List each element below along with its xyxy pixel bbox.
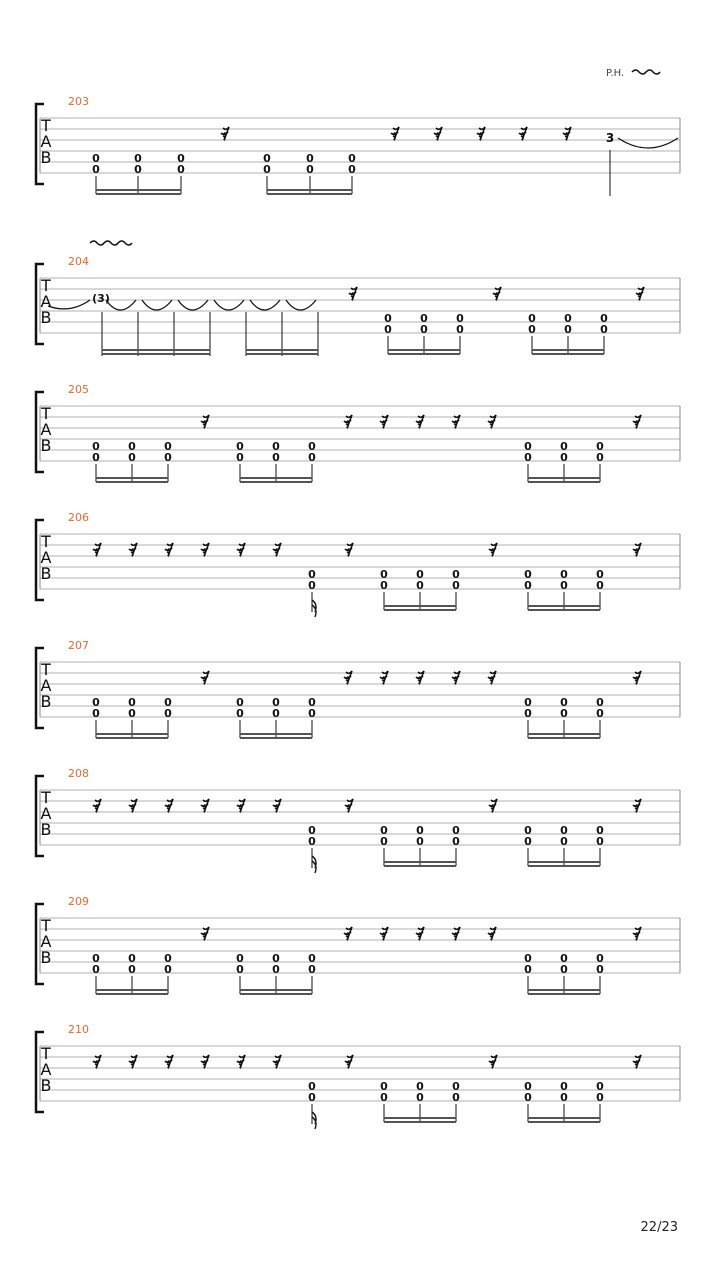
fret-number: 0 <box>596 707 604 720</box>
fret-number: 0 <box>560 451 568 464</box>
measure-number: 205 <box>68 383 89 396</box>
sixteenth-rest: 𝄿 <box>490 1054 496 1072</box>
fret-number: 0 <box>416 824 424 837</box>
fret-number: 0 <box>596 568 604 581</box>
fret-number: 0 <box>416 1080 424 1093</box>
fret-number: 0 <box>308 568 316 581</box>
fret-number: 0 <box>308 1080 316 1093</box>
fret-number: 0 <box>524 1091 532 1104</box>
sixteenth-rest: 𝄿 <box>564 126 570 144</box>
sixteenth-rest: 𝄿 <box>489 670 495 688</box>
fret-number: 0 <box>263 163 271 176</box>
sixteenth-rest: 𝄿 <box>130 798 136 816</box>
fret-number: 0 <box>452 835 460 848</box>
tie-arc <box>48 300 90 309</box>
sixteenth-rest: 𝄿 <box>346 542 352 560</box>
measure-number: 204 <box>68 255 89 268</box>
fret-number: 0 <box>416 1091 424 1104</box>
fret-number: 0 <box>452 579 460 592</box>
fret-number: 0 <box>452 1080 460 1093</box>
fret-number: 0 <box>128 696 136 709</box>
fret-number: 0 <box>308 579 316 592</box>
tab-clef-letter: T <box>41 116 51 135</box>
fret-number: 0 <box>308 451 316 464</box>
sixteenth-rest: 𝄿 <box>202 414 208 432</box>
fret-number: 0 <box>308 824 316 837</box>
fret-number: 0 <box>306 163 314 176</box>
fret-number: 0 <box>380 824 388 837</box>
fret-number: 0 <box>560 579 568 592</box>
fret-number: 0 <box>524 696 532 709</box>
fret-number: 0 <box>596 835 604 848</box>
palm-harmonic-label: P.H. <box>606 68 625 79</box>
fret-number: 0 <box>560 568 568 581</box>
fret-number: 0 <box>128 440 136 453</box>
sixteenth-rest: 𝄿 <box>634 798 640 816</box>
fret-number: 0 <box>236 707 244 720</box>
tab-clef-letter: A <box>40 292 52 311</box>
sixteenth-rest: 𝄿 <box>489 926 495 944</box>
fret-number: 0 <box>164 451 172 464</box>
sixteenth-rest: 𝄿 <box>130 542 136 560</box>
fret-number: 0 <box>380 579 388 592</box>
tie-arc <box>286 300 316 310</box>
sixteenth-rest: 𝄿 <box>202 926 208 944</box>
sixteenth-rest: 𝄿 <box>489 414 495 432</box>
fret-number: 0 <box>384 323 392 336</box>
fret-number: 0 <box>420 323 428 336</box>
fret-number: 0 <box>560 1091 568 1104</box>
fret-number: 0 <box>524 440 532 453</box>
fret-number: 0 <box>596 1091 604 1104</box>
fret-number: 0 <box>348 163 356 176</box>
sixteenth-rest: 𝄿 <box>274 1054 280 1072</box>
sixteenth-rest: 𝄿 <box>166 1054 172 1072</box>
fret-number: 0 <box>128 952 136 965</box>
fret-number: 0 <box>272 451 280 464</box>
tab-clef-letter: T <box>41 404 51 423</box>
fret-number: 0 <box>272 963 280 976</box>
sixteenth-rest: 𝄿 <box>350 286 356 304</box>
tab-clef-letter: T <box>41 916 51 935</box>
tab-clef-letter: A <box>40 420 52 439</box>
fret-number: 0 <box>380 835 388 848</box>
fret-number: 0 <box>528 323 536 336</box>
fret-number: 0 <box>164 963 172 976</box>
vibrato-line <box>90 241 132 245</box>
fret-number: 0 <box>560 963 568 976</box>
fret-number: 0 <box>92 440 100 453</box>
fret-number: 0 <box>236 963 244 976</box>
fret-number: 0 <box>416 579 424 592</box>
fret-number: 0 <box>380 1091 388 1104</box>
fret-number: 0 <box>416 835 424 848</box>
fret-number: 0 <box>164 952 172 965</box>
sixteenth-rest: 𝄿 <box>520 126 526 144</box>
tab-clef-letter: B <box>40 820 52 839</box>
fret-number: 0 <box>134 163 142 176</box>
tab-clef-letter: B <box>40 692 52 711</box>
fret-number: 0 <box>92 696 100 709</box>
sixteenth-rest: 𝄿 <box>417 414 423 432</box>
tab-clef-letter: T <box>41 660 51 679</box>
fret-number: 0 <box>263 152 271 165</box>
fret-number: 0 <box>524 579 532 592</box>
sixteenth-rest: 𝄿 <box>453 926 459 944</box>
tie-arc <box>214 300 244 310</box>
fret-number: 0 <box>236 696 244 709</box>
sixteenth-rest: 𝄿 <box>494 286 500 304</box>
tab-clef-letter: T <box>41 1044 51 1063</box>
fret-number: 0 <box>92 451 100 464</box>
tab-clef-letter: B <box>40 564 52 583</box>
measure-number: 209 <box>68 895 89 908</box>
sixteenth-rest: 𝄿 <box>392 126 398 144</box>
tab-clef-letter: A <box>40 804 52 823</box>
fret-number: 0 <box>164 440 172 453</box>
sixteenth-rest: 𝄿 <box>435 126 441 144</box>
fret-number: 0 <box>348 152 356 165</box>
fret-number: 0 <box>456 312 464 325</box>
sixteenth-rest: 𝄿 <box>453 414 459 432</box>
sixteenth-rest: 𝄿 <box>238 1054 244 1072</box>
fret-number: 0 <box>560 440 568 453</box>
sixteenth-rest: 𝄿 <box>345 670 351 688</box>
sixteenth-rest: 𝄿 <box>202 1054 208 1072</box>
sixteenth-rest: 𝄿 <box>634 926 640 944</box>
fret-number: 0 <box>380 1080 388 1093</box>
fret-number: 0 <box>308 707 316 720</box>
fret-number: 0 <box>452 824 460 837</box>
fret-number: 0 <box>596 579 604 592</box>
fret-number: 0 <box>524 952 532 965</box>
sixteenth-rest: 𝄿 <box>238 542 244 560</box>
fret-number: 0 <box>177 163 185 176</box>
fret-number: 0 <box>164 696 172 709</box>
measure-number: 203 <box>68 95 89 108</box>
fret-number: 0 <box>308 963 316 976</box>
fret-number: 0 <box>560 835 568 848</box>
tab-clef-letter: T <box>41 788 51 807</box>
fret-number: 0 <box>272 696 280 709</box>
tab-clef-letter: A <box>40 132 52 151</box>
fret-number: 0 <box>128 451 136 464</box>
note-flag <box>312 600 316 617</box>
fret-number: 0 <box>600 312 608 325</box>
fret-number: 0 <box>600 323 608 336</box>
tab-clef-letter: B <box>40 308 52 327</box>
tie-arc <box>178 300 208 310</box>
fret-number: 0 <box>564 312 572 325</box>
tab-clef-letter: B <box>40 948 52 967</box>
fret-number: 0 <box>236 952 244 965</box>
fret-number: 0 <box>560 696 568 709</box>
fret-number: 0 <box>596 952 604 965</box>
sixteenth-rest: 𝄿 <box>166 798 172 816</box>
fret-number: 0 <box>452 568 460 581</box>
sixteenth-rest: 𝄿 <box>381 926 387 944</box>
fret-number: 0 <box>134 152 142 165</box>
sixteenth-rest: 𝄿 <box>94 1054 100 1072</box>
fret-number: 0 <box>272 440 280 453</box>
fret-number: 0 <box>92 163 100 176</box>
fret-number: 0 <box>560 952 568 965</box>
fret-number: 0 <box>560 824 568 837</box>
fret-number: 0 <box>524 963 532 976</box>
fret-number: 0 <box>92 707 100 720</box>
sixteenth-rest: 𝄿 <box>274 798 280 816</box>
fret-number: 0 <box>596 440 604 453</box>
measure-number: 207 <box>68 639 89 652</box>
sixteenth-rest: 𝄿 <box>222 126 228 144</box>
fret-number: 0 <box>308 696 316 709</box>
measure-number: 210 <box>68 1023 89 1036</box>
tab-clef-letter: A <box>40 932 52 951</box>
fret-number: 0 <box>420 312 428 325</box>
sixteenth-rest: 𝄿 <box>346 798 352 816</box>
sixteenth-rest: 𝄿 <box>478 126 484 144</box>
sixteenth-rest: 𝄿 <box>345 414 351 432</box>
fret-number: 0 <box>524 1080 532 1093</box>
tuplet-number: 3 <box>605 131 615 145</box>
fret-number: 0 <box>236 451 244 464</box>
tab-clef-letter: T <box>41 276 51 295</box>
fret-number: 0 <box>384 312 392 325</box>
fret-number: 0 <box>524 707 532 720</box>
sixteenth-rest: 𝄿 <box>634 414 640 432</box>
tab-clef-letter: A <box>40 1060 52 1079</box>
fret-number: 0 <box>128 707 136 720</box>
fret-number: 0 <box>524 835 532 848</box>
fret-number: 0 <box>272 952 280 965</box>
fret-number: 0 <box>452 1091 460 1104</box>
tied-fret-number: (3) <box>92 292 110 305</box>
fret-number: 0 <box>596 451 604 464</box>
sixteenth-rest: 𝄿 <box>166 542 172 560</box>
fret-number: 0 <box>560 707 568 720</box>
fret-number: 0 <box>416 568 424 581</box>
tie-arc <box>106 300 136 310</box>
sixteenth-rest: 𝄿 <box>274 542 280 560</box>
tab-clef-letter: B <box>40 148 52 167</box>
fret-number: 0 <box>524 824 532 837</box>
fret-number: 0 <box>524 451 532 464</box>
measure-number: 206 <box>68 511 89 524</box>
vibrato-line <box>632 70 660 74</box>
tab-clef-letter: T <box>41 532 51 551</box>
note-flag <box>312 856 316 873</box>
fret-number: 0 <box>308 440 316 453</box>
page-number: 22/23 <box>640 1220 678 1235</box>
fret-number: 0 <box>596 696 604 709</box>
sixteenth-rest: 𝄿 <box>634 1054 640 1072</box>
fret-number: 0 <box>177 152 185 165</box>
fret-number: 0 <box>272 707 280 720</box>
sixteenth-rest: 𝄿 <box>381 670 387 688</box>
fret-number: 0 <box>596 963 604 976</box>
fret-number: 0 <box>164 707 172 720</box>
fret-number: 0 <box>92 152 100 165</box>
sixteenth-rest: 𝄿 <box>453 670 459 688</box>
tab-clef-letter: B <box>40 1076 52 1095</box>
fret-number: 0 <box>308 1091 316 1104</box>
sixteenth-rest: 𝄿 <box>346 1054 352 1072</box>
fret-number: 0 <box>596 1080 604 1093</box>
sixteenth-rest: 𝄿 <box>634 670 640 688</box>
fret-number: 0 <box>308 952 316 965</box>
sixteenth-rest: 𝄿 <box>94 542 100 560</box>
sixteenth-rest: 𝄿 <box>417 670 423 688</box>
fret-number: 0 <box>456 323 464 336</box>
sixteenth-rest: 𝄿 <box>417 926 423 944</box>
sixteenth-rest: 𝄿 <box>634 542 640 560</box>
fret-number: 0 <box>308 835 316 848</box>
fret-number: 0 <box>92 963 100 976</box>
fret-number: 0 <box>306 152 314 165</box>
fret-number: 0 <box>596 824 604 837</box>
sixteenth-rest: 𝄿 <box>490 798 496 816</box>
sixteenth-rest: 𝄿 <box>381 414 387 432</box>
fret-number: 0 <box>236 440 244 453</box>
sixteenth-rest: 𝄿 <box>202 798 208 816</box>
tie-arc <box>142 300 172 310</box>
sixteenth-rest: 𝄿 <box>202 542 208 560</box>
fret-number: 0 <box>528 312 536 325</box>
sixteenth-rest: 𝄿 <box>637 286 643 304</box>
fret-number: 0 <box>92 952 100 965</box>
sixteenth-rest: 𝄿 <box>238 798 244 816</box>
sixteenth-rest: 𝄿 <box>130 1054 136 1072</box>
fret-number: 0 <box>128 963 136 976</box>
sixteenth-rest: 𝄿 <box>490 542 496 560</box>
measure-number: 208 <box>68 767 89 780</box>
fret-number: 0 <box>380 568 388 581</box>
sixteenth-rest: 𝄿 <box>345 926 351 944</box>
sixteenth-rest: 𝄿 <box>94 798 100 816</box>
tie-arc <box>250 300 280 310</box>
note-flag <box>312 1112 316 1129</box>
tab-clef-letter: B <box>40 436 52 455</box>
tab-clef-letter: A <box>40 548 52 567</box>
sixteenth-rest: 𝄿 <box>202 670 208 688</box>
fret-number: 0 <box>560 1080 568 1093</box>
fret-number: 0 <box>564 323 572 336</box>
tab-clef-letter: A <box>40 676 52 695</box>
fret-number: 0 <box>524 568 532 581</box>
